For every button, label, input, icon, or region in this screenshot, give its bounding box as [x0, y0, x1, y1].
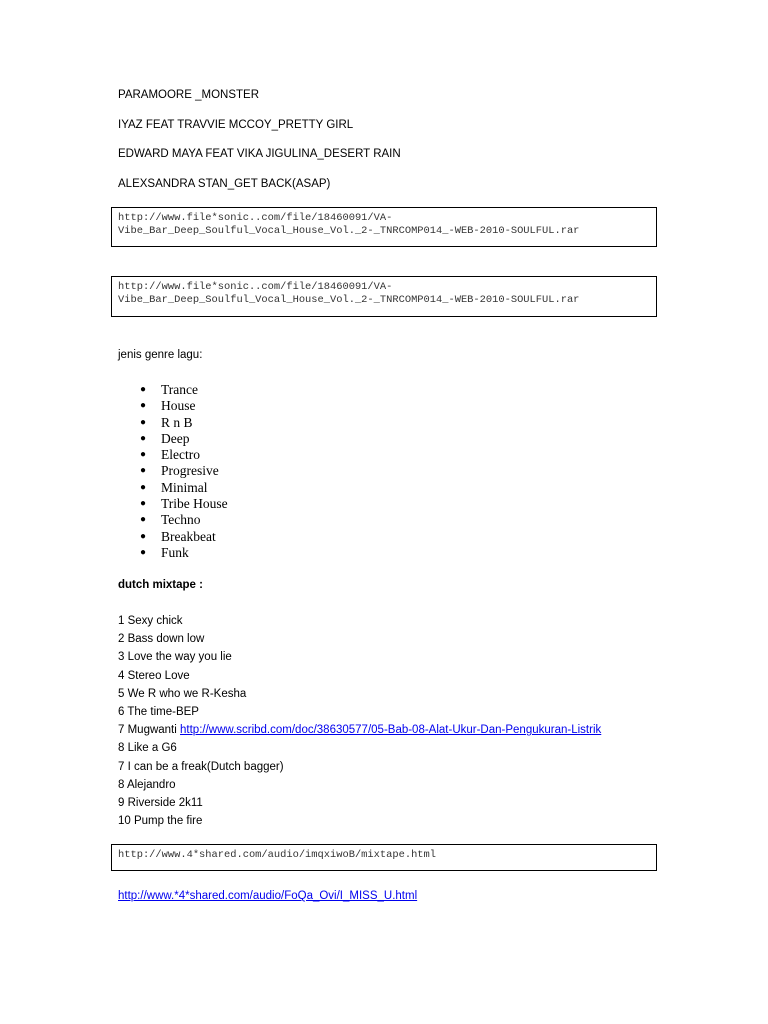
code-box-1-line-2: Vibe_Bar_Deep_Soulful_Vocal_House_Vol._2-_TNRCOMP014_-WEB-2010-SOULFUL.rar — [118, 225, 580, 237]
bottom-link-line — [118, 889, 417, 903]
song-line-2: IYAZ FEAT TRAVVIE MCCOY_PRETTY GIRL — [118, 119, 354, 131]
bullet-icon: ● — [140, 530, 147, 542]
list-item: ● Minimal — [140, 479, 208, 495]
bullet-icon: ● — [140, 481, 147, 493]
list-item: 8 Alejandro — [118, 778, 176, 791]
bullet-icon: ● — [140, 384, 147, 395]
genre-list — [118, 382, 228, 561]
list-item: 9 Riverside 2k11 — [118, 796, 203, 809]
list-item: ● Techno — [140, 512, 201, 528]
list-item: ● Breakbeat — [140, 528, 216, 544]
bullet-icon: ● — [140, 514, 147, 526]
code-box-1-line-1: http://www.file*sonic..com/file/18460091/VA- — [118, 212, 393, 224]
list-item: 2 Bass down low — [118, 633, 205, 646]
mixtape-track-list — [118, 614, 601, 832]
list-item: 6 The time-BEP — [118, 705, 199, 718]
song-line-3: EDWARD MAYA FEAT VIKA JIGULINA_DESERT RAIN — [118, 148, 401, 160]
4shared-link[interactable]: http://www.*4*shared.com/audio/FoQa_Ovi/I_MISS_U.html — [118, 890, 418, 902]
scribd-link[interactable]: http://www.scribd.com/doc/38630577/05-Bab-08-Alat-Ukur-Dan-Pengukuran-Listrik — [180, 724, 602, 737]
code-box-file-link-2 — [111, 276, 657, 317]
list-item: ● Tribe House — [140, 496, 228, 512]
list-item: ● House — [140, 398, 196, 414]
song-line-1: PARAMOORE _MONSTER — [118, 89, 259, 101]
list-item: ● R n B — [140, 414, 193, 430]
list-item: 8 Like a G6 — [118, 742, 177, 755]
code-box-2-line-1: http://www.file*sonic..com/file/18460091/VA- — [118, 281, 393, 293]
bullet-icon: ● — [140, 416, 147, 428]
code-box-2-line-2: Vibe_Bar_Deep_Soulful_Vocal_House_Vol._2-_TNRCOMP014_-WEB-2010-SOULFUL.rar — [118, 294, 580, 306]
list-item: 7 I can be a freak(Dutch bagger) — [118, 760, 284, 773]
list-item: 1 Sexy chick — [118, 615, 183, 627]
list-item: 10 Pump the fire — [118, 815, 203, 828]
bullet-icon: ● — [140, 465, 147, 477]
list-item — [118, 723, 601, 741]
list-item: ● Deep — [140, 430, 190, 446]
bullet-icon: ● — [140, 546, 147, 558]
song-line-4: ALEXSANDRA STAN_GET BACK(ASAP) — [118, 178, 331, 190]
bullet-icon: ● — [140, 498, 147, 510]
track-7-label: 7 Mugwanti — [118, 724, 181, 737]
code-box-file-link-1 — [111, 207, 657, 247]
bullet-icon: ● — [140, 432, 147, 444]
code-box-mixtape-link — [111, 844, 657, 871]
bullet-icon: ● — [140, 449, 147, 461]
list-item: 5 We R who we R-Kesha — [118, 687, 247, 700]
code-box-3-line: http://www.4*shared.com/audio/imqxiwoB/mixtape.html — [118, 849, 437, 861]
bullet-icon: ● — [140, 400, 147, 412]
mixtape-heading: dutch mixtape : — [118, 579, 203, 591]
list-item: 4 Stereo Love — [118, 669, 190, 682]
list-item: 3 Love the way you lie — [118, 651, 232, 664]
list-item: ● Progresive — [140, 463, 219, 479]
list-item: ● Electro — [140, 447, 200, 463]
list-item: ● Trance — [140, 382, 198, 397]
list-item: ● Funk — [140, 544, 189, 560]
genre-heading: jenis genre lagu: — [118, 349, 203, 361]
